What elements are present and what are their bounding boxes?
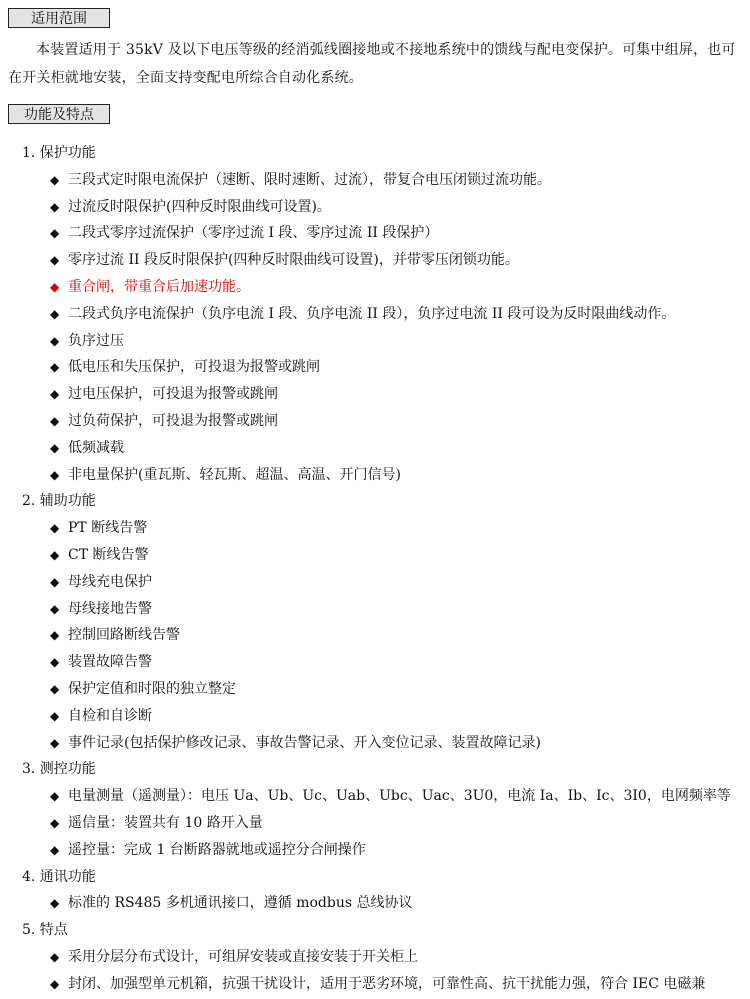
list-item bbox=[50, 947, 418, 967]
list-item bbox=[50, 357, 320, 377]
list-item-text: 封闭、加强型单元机箱，抗强干扰设计，适用于恶劣环境，可靠性高、抗干扰能力强，符合 IEC 电磁兼 bbox=[68, 975, 706, 992]
bullet-diamond-icon: ◆ bbox=[50, 199, 60, 214]
section-title: 5. 特点 bbox=[22, 922, 68, 939]
list-item bbox=[50, 331, 124, 351]
list-item bbox=[50, 572, 152, 592]
list-item-text: 遥控量：完成 1 台断路器就地或遥控分合闸操作 bbox=[68, 841, 366, 858]
list-item-text: 二段式零序过流保护（零序过流 I 段、零序过流 II 段保护） bbox=[68, 225, 439, 242]
bullet-diamond-icon: ◆ bbox=[50, 628, 60, 643]
list-item-text: 母线充电保护 bbox=[68, 573, 152, 590]
list-item-text: 三段式定时限电流保护（速断、限时速断、过流），带复合电压闭锁过流功能。 bbox=[68, 171, 551, 188]
list-item bbox=[50, 304, 675, 324]
heading-features: 功能及特点 bbox=[8, 104, 110, 124]
list-item-text: CT 断线告警 bbox=[68, 547, 149, 563]
list-item-text: 事件记录(包括保护修改记录、事故告警记录、开入变位记录、装置故障记录) bbox=[68, 734, 541, 751]
bullet-diamond-icon: ◆ bbox=[50, 387, 60, 402]
bullet-diamond-icon: ◆ bbox=[50, 816, 60, 830]
bullet-diamond-icon: ◆ bbox=[50, 440, 60, 455]
list-item bbox=[50, 518, 147, 538]
section-title: 4. 通讯功能 bbox=[22, 868, 96, 885]
list-item-text: 非电量保护(重瓦斯、轻瓦斯、超温、高温、开门信号) bbox=[68, 466, 401, 483]
list-item bbox=[50, 250, 519, 270]
bullet-diamond-icon: ◆ bbox=[50, 976, 60, 991]
bullet-diamond-icon: ◆ bbox=[50, 467, 60, 482]
list-item bbox=[50, 733, 541, 753]
bullet-diamond-icon: ◆ bbox=[50, 280, 60, 294]
bullet-diamond-icon: ◆ bbox=[50, 360, 60, 375]
list-item bbox=[50, 625, 180, 645]
list-item-text: 标准的 RS485 多机通讯接口，遵循 modbus 总线协议 bbox=[68, 895, 413, 912]
list-item bbox=[50, 786, 731, 806]
list-item bbox=[50, 599, 152, 619]
bullet-diamond-icon: ◆ bbox=[50, 172, 60, 187]
list-item-text: 负序过压 bbox=[68, 332, 124, 349]
bullet-diamond-icon: ◆ bbox=[50, 574, 60, 589]
list-item bbox=[50, 840, 366, 860]
list-item bbox=[50, 197, 331, 217]
section-title: 3. 测控功能 bbox=[22, 761, 96, 778]
bullet-diamond-icon: ◆ bbox=[50, 601, 60, 616]
bullet-diamond-icon: ◆ bbox=[50, 682, 60, 696]
bullet-diamond-icon: ◆ bbox=[50, 735, 60, 750]
bullet-diamond-icon: ◆ bbox=[50, 333, 60, 348]
list-item-text: 过负荷保护，可投退为报警或跳闸 bbox=[68, 413, 278, 429]
list-item-text: 零序过流 II 段反时限保护(四种反时限曲线可设置)，并带零压闭锁功能。 bbox=[68, 252, 519, 269]
list-item bbox=[50, 411, 278, 431]
list-item bbox=[50, 223, 438, 243]
list-item bbox=[50, 545, 149, 565]
heading-scope: 适用范围 bbox=[8, 8, 110, 28]
bullet-diamond-icon: ◆ bbox=[50, 253, 60, 268]
list-item-text: 低频减载 bbox=[68, 439, 124, 456]
bullet-diamond-icon: ◆ bbox=[50, 521, 60, 536]
bullet-diamond-icon: ◆ bbox=[50, 789, 60, 804]
section-title: 2. 辅助功能 bbox=[22, 493, 96, 510]
list-item-text: PT 断线告警 bbox=[68, 520, 148, 537]
list-item bbox=[50, 384, 278, 404]
list-item bbox=[50, 813, 263, 833]
list-item-text: 重合闸，带重合后加速功能。 bbox=[68, 279, 250, 295]
list-item-text: 自检和自诊断 bbox=[68, 707, 152, 724]
list-item-text: 控制回路断线告警 bbox=[68, 627, 180, 644]
list-item-text: 电量测量（遥测量）：电压 Ua、Ub、Uc、Uab、Ubc、Uac、3U0，电流 Ia、Ib、Ic、3I0，电网频率等 bbox=[68, 788, 731, 805]
list-item-text: 低电压和失压保护，可投退为报警或跳闸 bbox=[68, 359, 320, 376]
bullet-diamond-icon: ◆ bbox=[50, 950, 60, 964]
list-item bbox=[50, 465, 401, 485]
list-item bbox=[50, 679, 236, 699]
list-item-text: 二段式负序电流保护（负序电流 I 段、负序电流 II 段），负序过电流 II 段可设为反时限曲线动作。 bbox=[68, 305, 676, 322]
list-item-text: 装置故障告警 bbox=[68, 654, 152, 671]
list-item bbox=[50, 974, 705, 994]
list-item bbox=[50, 438, 124, 458]
list-item bbox=[50, 893, 412, 913]
list-item-text: 母线接地告警 bbox=[68, 600, 152, 617]
list-item bbox=[50, 706, 152, 726]
bullet-diamond-icon: ◆ bbox=[50, 842, 60, 857]
list-item bbox=[50, 277, 250, 297]
list-item bbox=[50, 652, 152, 672]
list-item bbox=[50, 170, 551, 190]
list-item-text: 采用分层分布式设计，可组屏安装或直接安装于开关柜上 bbox=[68, 949, 418, 965]
list-item-text: 过流反时限保护(四种反时限曲线可设置)。 bbox=[68, 198, 331, 215]
list-item-text: 过电压保护，可投退为报警或跳闸 bbox=[68, 386, 278, 403]
intro-paragraph: 本装置适用于 35kV 及以下电压等级的经消弧线圈接地或不接地系统中的馈线与配电变保护。可集中组屏，也可在开关柜就地安装，全面支持变配电所综合自动化系统。 bbox=[8, 42, 736, 86]
list-item-text: 遥信量：装置共有 10 路开入量 bbox=[68, 815, 263, 831]
bullet-diamond-icon: ◆ bbox=[50, 896, 60, 911]
bullet-diamond-icon: ◆ bbox=[50, 655, 60, 670]
section-title: 1. 保护功能 bbox=[22, 145, 96, 161]
bullet-diamond-icon: ◆ bbox=[50, 548, 60, 562]
bullet-diamond-icon: ◆ bbox=[50, 414, 60, 428]
list-item-text: 保护定值和时限的独立整定 bbox=[68, 681, 236, 697]
bullet-diamond-icon: ◆ bbox=[50, 708, 60, 723]
bullet-diamond-icon: ◆ bbox=[50, 226, 60, 241]
bullet-diamond-icon: ◆ bbox=[50, 306, 60, 321]
